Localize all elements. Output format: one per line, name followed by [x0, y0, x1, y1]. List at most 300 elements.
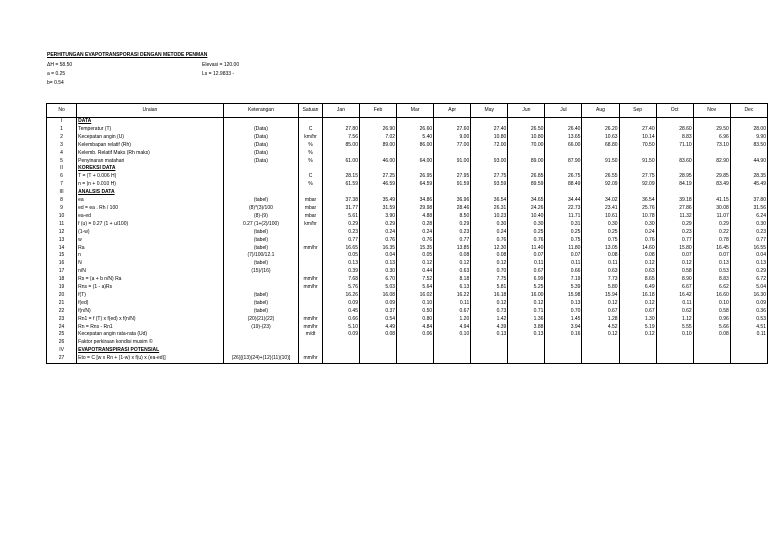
row-value: [471, 189, 508, 197]
row-keterangan: 0.27 (1+(2)/100): [223, 221, 298, 229]
row-value: 0.12: [619, 260, 656, 268]
row-value: 6.62: [693, 284, 730, 292]
row-number: 14: [47, 245, 77, 253]
table-row: [47, 284, 768, 292]
row-value: 88.49: [545, 181, 582, 189]
row-number: I: [47, 118, 77, 126]
row-value: 27.60: [434, 126, 471, 134]
row-value: 26.31: [471, 205, 508, 213]
row-value: 11.80: [545, 245, 582, 253]
row-value: 5.03: [360, 284, 397, 292]
row-value: 0.07: [508, 252, 545, 260]
row-value: [322, 347, 359, 355]
row-unit: mm/hr: [299, 276, 323, 284]
row-unit: %: [299, 181, 323, 189]
row-value: 27.95: [434, 173, 471, 181]
row-value: 5.39: [545, 284, 582, 292]
row-value: [471, 165, 508, 173]
row-value: 91.50: [582, 158, 619, 166]
row-value: 0.29: [360, 221, 397, 229]
row-value: 16.00: [508, 292, 545, 300]
row-value: [582, 118, 619, 126]
row-value: 68.80: [582, 142, 619, 150]
row-unit: [299, 118, 323, 126]
row-value: 1.36: [508, 316, 545, 324]
param-ls: Ls = 12.9833 -: [202, 71, 235, 77]
row-description: ea-ed: [77, 213, 224, 221]
row-value: 4.88: [397, 213, 434, 221]
row-value: 36.54: [471, 197, 508, 205]
table-row: [47, 150, 768, 158]
row-value: 5.66: [693, 324, 730, 332]
row-value: 16.65: [322, 245, 359, 253]
row-value: 0.37: [360, 308, 397, 316]
row-description: Penyinaran matahari: [77, 158, 224, 166]
row-value: 83.49: [693, 181, 730, 189]
row-value: 11.40: [508, 245, 545, 253]
row-value: 6.99: [508, 276, 545, 284]
row-value: 22.73: [545, 205, 582, 213]
row-value: 0.58: [656, 268, 693, 276]
row-value: 0.25: [508, 229, 545, 237]
row-value: 0.10: [434, 331, 471, 339]
row-value: 61.00: [322, 158, 359, 166]
row-number: 21: [47, 300, 77, 308]
row-value: 91.50: [619, 158, 656, 166]
row-value: 0.10: [693, 300, 730, 308]
row-value: 0.08: [582, 252, 619, 260]
row-value: 77.00: [434, 142, 471, 150]
row-keterangan: (8)*(3)/100: [223, 205, 298, 213]
table-row: [47, 308, 768, 316]
row-description: Rn1 = f (T) x f(ed) x f(n/N): [77, 316, 224, 324]
row-value: [471, 355, 508, 363]
row-value: 61.59: [322, 181, 359, 189]
row-description: Ra: [77, 245, 224, 253]
row-number: 15: [47, 252, 77, 260]
row-value: 73.10: [693, 142, 730, 150]
row-value: [656, 355, 693, 363]
row-value: [693, 165, 730, 173]
row-value: [730, 355, 767, 363]
row-value: [508, 189, 545, 197]
row-value: 12.30: [471, 245, 508, 253]
row-value: 83.50: [730, 142, 767, 150]
row-value: 5.10: [322, 324, 359, 332]
row-value: 3.88: [508, 324, 545, 332]
table-row: [47, 118, 768, 126]
column-header: Jun: [508, 104, 545, 118]
row-value: 36.96: [434, 197, 471, 205]
row-value: 28.60: [656, 126, 693, 134]
row-keterangan: [223, 339, 298, 347]
row-value: 44.90: [730, 158, 767, 166]
column-header: Jul: [545, 104, 582, 118]
row-value: 0.08: [360, 331, 397, 339]
row-unit: C: [299, 126, 323, 134]
row-value: 16.45: [693, 245, 730, 253]
row-value: 0.11: [656, 300, 693, 308]
row-keterangan: (7)/100/12.1: [223, 252, 298, 260]
row-value: 0.23: [730, 229, 767, 237]
row-value: 1.42: [471, 316, 508, 324]
row-unit: mm/hr: [299, 245, 323, 253]
row-value: [582, 189, 619, 197]
table-row: [47, 237, 768, 245]
row-number: 2: [47, 134, 77, 142]
row-value: 0.29: [656, 221, 693, 229]
row-number: 20: [47, 292, 77, 300]
row-value: [397, 355, 434, 363]
row-value: 0.11: [434, 300, 471, 308]
row-value: 6.70: [360, 276, 397, 284]
row-value: 34.02: [582, 197, 619, 205]
row-value: 0.53: [730, 316, 767, 324]
row-value: 7.75: [471, 276, 508, 284]
row-value: [545, 347, 582, 355]
row-keterangan: [223, 165, 298, 173]
row-value: [397, 150, 434, 158]
row-description: n/N: [77, 268, 224, 276]
row-unit: mm/hr: [299, 324, 323, 332]
row-value: 70.00: [508, 142, 545, 150]
row-value: 31.77: [322, 205, 359, 213]
row-value: 5.76: [322, 284, 359, 292]
column-header: Keterangan: [223, 104, 298, 118]
row-value: 1.28: [582, 316, 619, 324]
row-value: 41.15: [693, 197, 730, 205]
row-value: 0.13: [693, 260, 730, 268]
table-row: [47, 181, 768, 189]
row-keterangan: (8)-(9): [223, 213, 298, 221]
row-value: 0.16: [545, 331, 582, 339]
row-value: 0.67: [582, 308, 619, 316]
row-value: 0.77: [434, 237, 471, 245]
row-description: EVAPOTRANSPIRASI POTENSIAL: [77, 347, 224, 355]
row-number: 7: [47, 181, 77, 189]
row-value: 0.09: [322, 300, 359, 308]
table-row: [47, 339, 768, 347]
table-row: [47, 245, 768, 253]
row-value: 0.30: [582, 221, 619, 229]
row-value: [619, 150, 656, 158]
row-value: 0.05: [322, 252, 359, 260]
row-unit: m/dt: [299, 331, 323, 339]
column-header: Apr: [434, 104, 471, 118]
row-value: [730, 165, 767, 173]
row-value: 3.90: [360, 213, 397, 221]
row-value: [360, 189, 397, 197]
table-row: [47, 331, 768, 339]
row-value: 26.20: [582, 126, 619, 134]
row-unit: mm/hr: [299, 355, 323, 363]
row-value: 29.98: [397, 205, 434, 213]
row-value: 0.67: [619, 308, 656, 316]
row-value: 0.11: [730, 331, 767, 339]
row-value: 64.00: [397, 158, 434, 166]
row-value: 0.12: [471, 300, 508, 308]
row-value: 0.05: [397, 252, 434, 260]
row-keterangan: [223, 118, 298, 126]
row-value: 0.07: [656, 252, 693, 260]
row-value: 0.25: [582, 229, 619, 237]
row-value: 15.94: [582, 292, 619, 300]
row-unit: [299, 292, 323, 300]
row-value: 0.44: [397, 268, 434, 276]
row-value: 16.08: [360, 292, 397, 300]
row-value: 37.38: [322, 197, 359, 205]
column-header: Aug: [582, 104, 619, 118]
row-value: 0.24: [360, 229, 397, 237]
row-value: 16.26: [322, 292, 359, 300]
row-value: 13.85: [434, 245, 471, 253]
row-value: 6.49: [619, 284, 656, 292]
row-value: 5.81: [471, 284, 508, 292]
row-value: [545, 355, 582, 363]
row-value: 6.13: [434, 284, 471, 292]
row-number: 23: [47, 316, 77, 324]
row-value: 0.08: [434, 252, 471, 260]
row-value: [730, 339, 767, 347]
row-value: 82.90: [693, 158, 730, 166]
row-value: 6.24: [730, 213, 767, 221]
row-value: 10.63: [582, 134, 619, 142]
row-value: 0.29: [730, 268, 767, 276]
row-number: 8: [47, 197, 77, 205]
row-value: 6.72: [730, 276, 767, 284]
row-value: 4.94: [434, 324, 471, 332]
row-value: 0.24: [397, 229, 434, 237]
row-value: 28.95: [656, 173, 693, 181]
row-value: [322, 355, 359, 363]
row-value: 0.23: [322, 229, 359, 237]
row-value: 0.29: [322, 221, 359, 229]
row-value: 0.25: [545, 229, 582, 237]
row-number: 13: [47, 237, 77, 245]
row-value: [619, 339, 656, 347]
row-value: 0.77: [322, 237, 359, 245]
param-a: a = 0.25: [47, 71, 66, 77]
row-value: [508, 355, 545, 363]
row-unit: %: [299, 150, 323, 158]
row-description: N: [77, 260, 224, 268]
row-value: 16.42: [656, 292, 693, 300]
row-value: 0.76: [397, 237, 434, 245]
row-number: 16: [47, 260, 77, 268]
row-keterangan: (tabel): [223, 197, 298, 205]
row-unit: mbar: [299, 197, 323, 205]
row-value: 7.02: [360, 134, 397, 142]
row-value: 27.25: [360, 173, 397, 181]
table-row: [47, 221, 768, 229]
row-value: [397, 339, 434, 347]
row-value: 10.61: [582, 213, 619, 221]
row-value: 29.50: [693, 126, 730, 134]
row-value: 0.13: [360, 260, 397, 268]
row-number: 27: [47, 355, 77, 363]
row-value: 10.78: [619, 213, 656, 221]
row-number: 22: [47, 308, 77, 316]
row-value: [730, 347, 767, 355]
table-row: [47, 324, 768, 332]
row-value: 0.71: [508, 308, 545, 316]
row-keterangan: (tabel): [223, 308, 298, 316]
row-value: 8.90: [656, 276, 693, 284]
row-value: 0.54: [360, 316, 397, 324]
row-value: 0.07: [545, 252, 582, 260]
row-value: [693, 118, 730, 126]
row-value: [582, 150, 619, 158]
row-value: [360, 118, 397, 126]
row-value: [730, 189, 767, 197]
row-value: 0.07: [693, 252, 730, 260]
row-keterangan: (15)/(16): [223, 268, 298, 276]
row-value: 1.20: [434, 316, 471, 324]
column-header: May: [471, 104, 508, 118]
row-unit: %: [299, 158, 323, 166]
row-unit: [299, 189, 323, 197]
row-value: [360, 355, 397, 363]
row-description: Kecepatan angin (U): [77, 134, 224, 142]
row-value: 0.09: [730, 300, 767, 308]
row-value: [656, 150, 693, 158]
row-value: [693, 189, 730, 197]
row-value: 84.19: [656, 181, 693, 189]
row-keterangan: [223, 347, 298, 355]
row-keterangan: [223, 181, 298, 189]
row-value: 24.26: [508, 205, 545, 213]
row-value: [322, 150, 359, 158]
row-value: 66.00: [545, 142, 582, 150]
row-value: 45.49: [730, 181, 767, 189]
table-row: [47, 252, 768, 260]
row-value: [434, 347, 471, 355]
row-value: 27.75: [471, 173, 508, 181]
row-value: [360, 347, 397, 355]
row-value: 0.23: [434, 229, 471, 237]
row-value: 16.60: [693, 292, 730, 300]
param-b: b= 0.54: [47, 80, 64, 86]
row-value: [508, 165, 545, 173]
row-value: 9.00: [434, 134, 471, 142]
row-value: 5.19: [619, 324, 656, 332]
row-value: 0.75: [582, 237, 619, 245]
row-value: 46.59: [360, 181, 397, 189]
row-value: 0.96: [693, 316, 730, 324]
row-value: 5.64: [397, 284, 434, 292]
row-value: 0.12: [434, 260, 471, 268]
row-value: 0.76: [619, 237, 656, 245]
row-value: [322, 339, 359, 347]
row-value: 86.00: [397, 142, 434, 150]
table-row: [47, 229, 768, 237]
row-value: 11.07: [693, 213, 730, 221]
row-keterangan: (19)-(23): [223, 324, 298, 332]
row-unit: mbar: [299, 213, 323, 221]
row-description: f(ed): [77, 300, 224, 308]
row-value: 0.13: [471, 331, 508, 339]
column-header: Sep: [619, 104, 656, 118]
row-value: 4.84: [397, 324, 434, 332]
row-value: 0.10: [397, 300, 434, 308]
row-value: [656, 165, 693, 173]
row-number: 26: [47, 339, 77, 347]
row-value: 0.67: [434, 308, 471, 316]
row-value: 0.10: [656, 331, 693, 339]
table-row: [47, 292, 768, 300]
row-value: 16.22: [434, 292, 471, 300]
row-value: 16.30: [730, 292, 767, 300]
row-value: [545, 189, 582, 197]
row-value: 31.59: [360, 205, 397, 213]
row-description: (1-w): [77, 229, 224, 237]
row-value: [582, 165, 619, 173]
row-value: 0.04: [360, 252, 397, 260]
column-header: No: [47, 104, 77, 118]
row-value: [471, 339, 508, 347]
row-keterangan: (Data): [223, 158, 298, 166]
row-value: 10.40: [508, 213, 545, 221]
row-value: 35.49: [360, 197, 397, 205]
row-value: 0.30: [471, 221, 508, 229]
row-value: 36.54: [619, 197, 656, 205]
row-value: 70.50: [619, 142, 656, 150]
row-unit: mbar: [299, 205, 323, 213]
row-unit: C: [299, 173, 323, 181]
row-value: 7.73: [582, 276, 619, 284]
row-number: 3: [47, 142, 77, 150]
row-unit: [299, 339, 323, 347]
row-unit: [299, 229, 323, 237]
table-row: [47, 213, 768, 221]
row-value: [397, 165, 434, 173]
row-value: [693, 355, 730, 363]
row-value: 26.50: [508, 126, 545, 134]
column-header: Uraian: [77, 104, 224, 118]
row-value: 0.12: [582, 300, 619, 308]
row-value: 25.76: [619, 205, 656, 213]
row-value: [397, 347, 434, 355]
param-elevasi: Elevasi = 120.00: [202, 62, 240, 68]
row-description: Temperatur (T): [77, 126, 224, 134]
row-value: 8.83: [693, 276, 730, 284]
row-value: 28.46: [434, 205, 471, 213]
row-value: 26.40: [545, 126, 582, 134]
row-description: T = (T + 0.006 H): [77, 173, 224, 181]
row-value: 11.32: [656, 213, 693, 221]
row-value: [545, 165, 582, 173]
row-value: 0.80: [397, 316, 434, 324]
column-header: Feb: [360, 104, 397, 118]
row-value: 0.63: [582, 268, 619, 276]
row-value: 16.18: [471, 292, 508, 300]
row-unit: [299, 252, 323, 260]
row-value: 0.77: [730, 237, 767, 245]
row-value: 15.35: [397, 245, 434, 253]
row-value: 37.80: [730, 197, 767, 205]
row-number: 6: [47, 173, 77, 181]
row-value: 0.08: [471, 252, 508, 260]
row-value: [582, 355, 619, 363]
row-value: [693, 339, 730, 347]
row-value: 23.41: [582, 205, 619, 213]
row-value: 6.96: [693, 134, 730, 142]
row-value: 0.78: [693, 237, 730, 245]
row-value: 26.60: [397, 126, 434, 134]
row-value: 0.24: [619, 229, 656, 237]
row-value: 13.65: [545, 134, 582, 142]
row-value: 0.12: [619, 331, 656, 339]
